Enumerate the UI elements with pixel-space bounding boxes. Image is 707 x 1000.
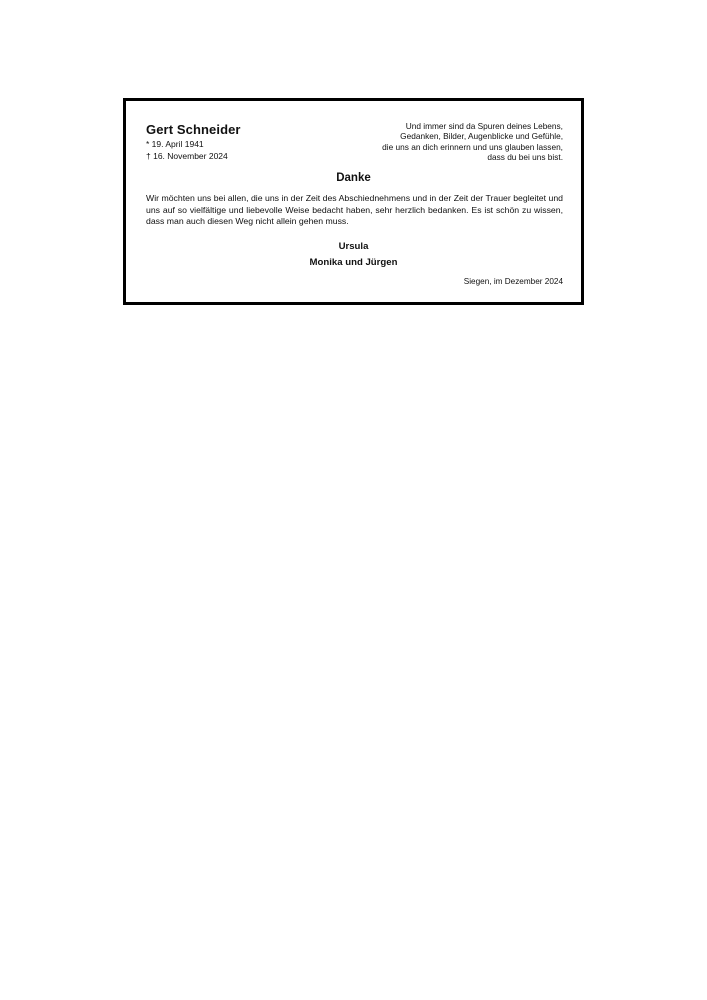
quote-line: Gedanken, Bilder, Augenblicke und Gefühle, — [400, 131, 563, 142]
signer-name: Monika und Jürgen — [309, 256, 398, 268]
memorial-quote — [303, 121, 563, 163]
place-and-date: Siegen, im Dezember 2024 — [463, 277, 563, 286]
notice-heading: Danke — [336, 172, 371, 184]
signer-name: Ursula — [338, 241, 369, 252]
life-dates — [146, 139, 228, 162]
obituary-notice — [123, 98, 584, 305]
deceased-name: Gert Schneider — [146, 122, 241, 137]
birth-date: * 19. April 1941 — [146, 139, 204, 149]
thank-you-text: Wir möchten uns bei allen, die uns in der Zeit des Abschiednehmens und in der Zeit der Trauer begleitet und uns auf so vielfältige und liebevolle Weise bedacht haben, sehr herzlich bedanken. Es ist schön zu wissen, dass man auch diesen Weg nicht allein gehen muss. — [146, 193, 563, 227]
signers — [126, 239, 581, 270]
quote-line: dass du bei uns bist. — [487, 152, 563, 163]
quote-line: Und immer sind da Spuren deines Lebens, — [405, 121, 563, 131]
death-date: † 16. November 2024 — [146, 150, 228, 161]
quote-line: die uns an dich erinnern und uns glauben lassen, — [382, 141, 563, 152]
